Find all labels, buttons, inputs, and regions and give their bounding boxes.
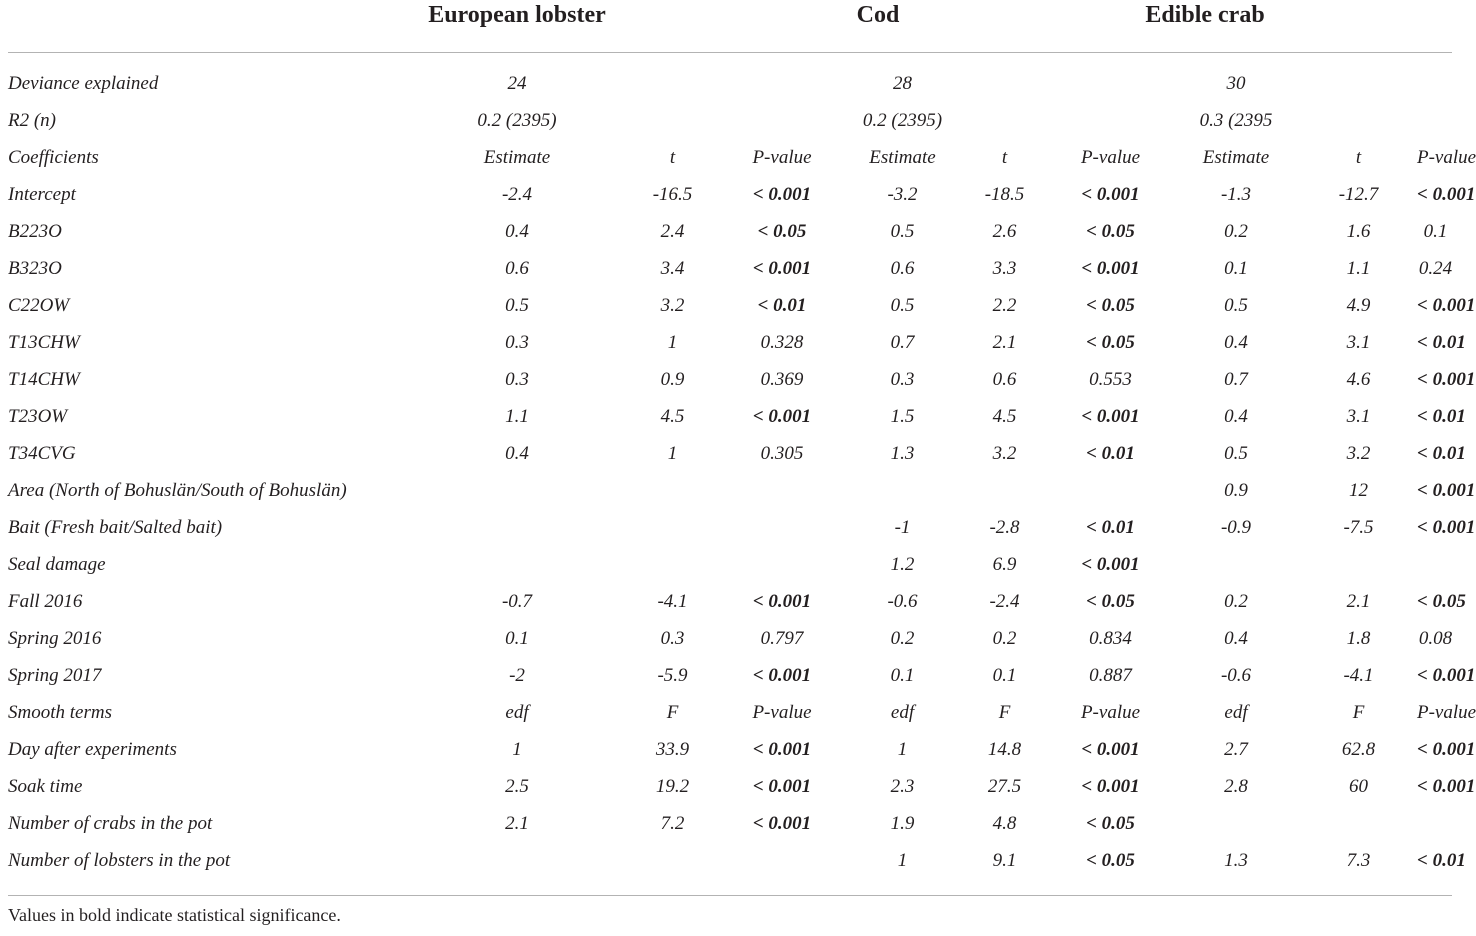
table-cell: 0.4: [505, 220, 529, 242]
table-cell: [719, 509, 845, 546]
table-cell: 0.553: [1089, 368, 1132, 390]
table-row: [8, 842, 1454, 879]
row-label: Spring 2016: [8, 627, 102, 649]
table-cell: < 0.001: [752, 664, 812, 686]
table-cell: < 0.001: [752, 405, 812, 427]
table-cell: [626, 842, 719, 879]
table-cell: 0.4: [505, 442, 529, 464]
table-cell: < 0.001: [1081, 405, 1140, 427]
table-cell: 14.8: [987, 738, 1022, 760]
table-cell: 0.4: [1224, 331, 1248, 353]
table-cell: 0.6: [505, 257, 529, 279]
table-cell: < 0.05: [1086, 812, 1135, 834]
table-row: [8, 287, 1454, 324]
table-cell: 1: [897, 849, 908, 871]
table-row: [8, 102, 1454, 139]
table-cell: < 0.01: [1417, 331, 1466, 353]
row-label: T34CVG: [8, 442, 76, 464]
table-cell: 0.7: [890, 331, 915, 353]
table-cell: 4.5: [660, 405, 685, 427]
table-cell: < 0.01: [1417, 849, 1466, 871]
row-label: T23OW: [8, 405, 68, 427]
table-cell: 27.5: [987, 775, 1022, 797]
table-cell: -7.5: [1343, 516, 1374, 538]
table-cell: 0.1: [505, 627, 529, 649]
table-cell: < 0.01: [1417, 405, 1466, 427]
table-cell: [960, 65, 1049, 102]
table-cell: 4.6: [1346, 368, 1371, 390]
table-cell: < 0.05: [1086, 590, 1135, 612]
table-cell: 24: [507, 72, 527, 94]
table-cell: < 0.001: [1417, 738, 1476, 760]
row-label: Deviance explained: [8, 72, 159, 94]
table-cell: 1: [897, 738, 908, 760]
table-row: [8, 620, 1454, 657]
table-cell: < 0.001: [752, 738, 812, 760]
table-cell: 0.1: [1224, 257, 1248, 279]
table-cell: 0.4: [1224, 405, 1248, 427]
table-cell: 0.2: [1224, 220, 1248, 242]
table-row: [8, 176, 1454, 213]
table-cell: 1: [512, 738, 522, 760]
table-cell: 0.3: [660, 627, 685, 649]
table-cell: 0.3 (2395: [1199, 109, 1273, 131]
table-cell: [1300, 102, 1417, 139]
table-cell: [1049, 472, 1172, 509]
table-cell: < 0.05: [1417, 590, 1466, 612]
table-cell: < 0.05: [1086, 331, 1135, 353]
table-row: [8, 398, 1454, 435]
table-cell: [1417, 546, 1454, 583]
table-row: [8, 694, 1454, 731]
table-cell: 0.887: [1089, 664, 1132, 686]
table-cell: 0.2: [1224, 590, 1248, 612]
table-cell: 7.3: [1346, 849, 1371, 871]
table-cell: 0.834: [1089, 627, 1132, 649]
table-cell: < 0.001: [752, 590, 812, 612]
table-cell: 19.2: [655, 775, 690, 797]
table-cell: < 0.001: [1417, 479, 1476, 501]
row-label: Soak time: [8, 775, 83, 797]
row-label: Bait (Fresh bait/Salted bait): [8, 516, 223, 538]
table-cell: < 0.001: [752, 775, 812, 797]
table-cell: Estimate: [1202, 146, 1270, 168]
table-cell: 0.6: [890, 257, 915, 279]
table-cell: P-value: [1080, 701, 1141, 723]
row-label: Number of lobsters in the pot: [8, 849, 231, 871]
row-label: Number of crabs in the pot: [8, 812, 213, 834]
table-cell: 0.328: [760, 331, 804, 353]
table-cell: < 0.001: [1417, 183, 1476, 205]
table-cell: 1.1: [1346, 257, 1371, 279]
table-cell: 0.1: [1423, 220, 1448, 242]
table-cell: -0.6: [1220, 664, 1252, 686]
table-cell: -2.4: [989, 590, 1020, 612]
table-cell: 28: [893, 72, 912, 94]
header-european-lobster: European lobster: [428, 2, 606, 28]
table-cell: < 0.001: [1081, 183, 1140, 205]
table-cell: F: [1352, 701, 1365, 723]
table-cell: [1417, 805, 1454, 842]
table-cell: [1049, 65, 1172, 102]
table-cell: 0.7: [1224, 368, 1248, 390]
table-cell: P-value: [752, 701, 812, 723]
table-cell: [719, 472, 845, 509]
table-cell: 2.1: [1346, 590, 1371, 612]
table-cell: P-value: [1417, 701, 1476, 723]
table-cell: 0.5: [505, 294, 529, 316]
table-cell: < 0.001: [1417, 368, 1476, 390]
table-cell: 1.5: [890, 405, 915, 427]
table-row: [8, 805, 1454, 842]
table-row: [8, 731, 1454, 768]
table-cell: 0.2: [890, 627, 915, 649]
table-cell: P-value: [1080, 146, 1141, 168]
table-cell: 3.2: [1346, 442, 1371, 464]
row-label: Smooth terms: [8, 701, 112, 723]
table-cell: -12.7: [1338, 183, 1379, 205]
table-cell: [626, 472, 719, 509]
table-cell: [719, 842, 845, 879]
table-cell: < 0.001: [1081, 775, 1140, 797]
table-cell: 0.1: [992, 664, 1017, 686]
table-cell: edf: [505, 701, 529, 723]
table-cell: [1300, 805, 1417, 842]
table-cell: 3.2: [660, 294, 685, 316]
table-cell: -1.3: [1220, 183, 1252, 205]
table-cell: 2.4: [660, 220, 685, 242]
table-cell: 1.9: [890, 812, 915, 834]
table-cell: [960, 102, 1049, 139]
table-cell: 6.9: [992, 553, 1017, 575]
table-row: [8, 250, 1454, 287]
table-cell: [626, 102, 719, 139]
table-cell: 0.4: [1224, 627, 1248, 649]
row-label: B223O: [8, 220, 62, 242]
table-cell: 0.3: [505, 331, 529, 353]
table-cell: -2: [509, 664, 525, 686]
table-cell: 33.9: [655, 738, 690, 760]
table-cell: 0.3: [505, 368, 529, 390]
table-cell: 0.9: [1224, 479, 1248, 501]
table-cell: 0.369: [760, 368, 804, 390]
table-footnote: Values in bold indicate statistical significance.: [8, 905, 341, 925]
row-label: T14CHW: [8, 368, 80, 390]
table-row: [8, 435, 1454, 472]
table-row: [8, 583, 1454, 620]
table-cell: [960, 472, 1049, 509]
table-cell: < 0.001: [1417, 664, 1476, 686]
table-cell: -0.6: [887, 590, 918, 612]
table-cell: 1.1: [505, 405, 529, 427]
table-cell: 0.5: [890, 294, 915, 316]
table-cell: t: [1001, 146, 1008, 168]
table-cell: 1.3: [1224, 849, 1248, 871]
table-row: [8, 472, 1454, 509]
table-cell: 1: [667, 331, 678, 353]
table-cell: 3.1: [1346, 331, 1371, 353]
table-cell: [719, 65, 845, 102]
table-cell: 1.3: [890, 442, 915, 464]
table-cell: 0.2 (2395): [477, 109, 557, 131]
table-cell: 2.5: [505, 775, 529, 797]
table-cell: < 0.05: [1086, 294, 1135, 316]
table-row: [8, 509, 1454, 546]
table-cell: 4.8: [992, 812, 1017, 834]
bottom-rule: [8, 895, 1452, 896]
table-cell: 4.5: [992, 405, 1017, 427]
table-cell: -16.5: [652, 183, 693, 205]
table-cell: [1049, 102, 1172, 139]
table-cell: 7.2: [660, 812, 685, 834]
table-cell: 4.9: [1346, 294, 1371, 316]
table-cell: 9.1: [992, 849, 1017, 871]
table-cell: [1172, 805, 1300, 842]
row-label: R2 (n): [8, 109, 57, 131]
table-cell: -5.9: [657, 664, 688, 686]
table-cell: P-value: [1417, 146, 1476, 168]
table-cell: 60: [1349, 775, 1368, 797]
table-cell: edf: [890, 701, 915, 723]
table-cell: [1417, 65, 1454, 102]
results-table: [8, 65, 1476, 879]
table-row: [8, 324, 1454, 361]
table-cell: 2.8: [1224, 775, 1248, 797]
row-label: B323O: [8, 257, 62, 279]
table-cell: 1.8: [1346, 627, 1371, 649]
table-cell: [1300, 65, 1417, 102]
table-cell: < 0.001: [1081, 738, 1140, 760]
table-cell: < 0.01: [1417, 442, 1466, 464]
table-cell: 2.7: [1224, 738, 1248, 760]
table-row: [8, 139, 1454, 176]
table-cell: 0.9: [660, 368, 685, 390]
row-label: T13CHW: [8, 331, 80, 353]
table-cell: 0.1: [890, 664, 915, 686]
table-cell: < 0.001: [752, 257, 812, 279]
table-cell: -2.8: [989, 516, 1020, 538]
table-cell: -4.1: [1343, 664, 1374, 686]
table-cell: [626, 509, 719, 546]
table-cell: -3.2: [887, 183, 918, 205]
table-cell: [719, 102, 845, 139]
table-cell: -0.9: [1220, 516, 1252, 538]
table-row: [8, 768, 1454, 805]
table-cell: [408, 509, 626, 546]
table-cell: < 0.001: [752, 183, 812, 205]
table-cell: -1: [894, 516, 911, 538]
table-cell: < 0.05: [757, 220, 807, 242]
table-row: [8, 657, 1454, 694]
table-cell: 2.6: [992, 220, 1017, 242]
table-cell: 0.5: [1224, 294, 1248, 316]
table-cell: < 0.001: [1081, 257, 1140, 279]
table-cell: 0.6: [992, 368, 1017, 390]
table-cell: 0.305: [760, 442, 804, 464]
table-cell: 0.5: [890, 220, 915, 242]
table-row: [8, 213, 1454, 250]
table-cell: 12: [1349, 479, 1368, 501]
table-cell: 1.6: [1346, 220, 1371, 242]
table-cell: -4.1: [657, 590, 688, 612]
table-cell: < 0.001: [752, 812, 812, 834]
table-cell: 2.3: [890, 775, 915, 797]
table-cell: [719, 546, 845, 583]
table-cell: [626, 546, 719, 583]
table-cell: [408, 472, 626, 509]
table-cell: 3.3: [992, 257, 1017, 279]
table-cell: Estimate: [483, 146, 551, 168]
table-cell: 0.08: [1418, 627, 1453, 649]
table-cell: t: [669, 146, 676, 168]
table-cell: 3.4: [660, 257, 685, 279]
table-cell: 0.5: [1224, 442, 1248, 464]
header-cod: Cod: [856, 2, 900, 28]
row-label: Spring 2017: [8, 664, 102, 686]
row-label: Day after experiments: [8, 738, 177, 760]
table-cell: 2.1: [505, 812, 529, 834]
table-cell: 62.8: [1341, 738, 1376, 760]
table-cell: F: [998, 701, 1011, 723]
table-cell: 0.3: [890, 368, 915, 390]
table-cell: 2.2: [992, 294, 1017, 316]
table-cell: [1417, 102, 1454, 139]
table-cell: 0.797: [760, 627, 804, 649]
table-row: [8, 65, 1454, 102]
table-cell: [845, 472, 960, 509]
table-cell: < 0.05: [1086, 220, 1135, 242]
table-cell: -0.7: [501, 590, 533, 612]
table-cell: [1300, 546, 1417, 583]
table-cell: t: [1355, 146, 1362, 168]
header-edible-crab: Edible crab: [1145, 2, 1265, 28]
table-cell: [408, 546, 626, 583]
table-cell: < 0.001: [1417, 775, 1476, 797]
table-cell: 1.2: [890, 553, 915, 575]
table-cell: 0.24: [1418, 257, 1453, 279]
table-cell: F: [666, 701, 679, 723]
row-label: Seal damage: [8, 553, 106, 575]
table-cell: < 0.05: [1086, 849, 1135, 871]
top-rule: [8, 52, 1452, 53]
table-cell: < 0.001: [1417, 294, 1476, 316]
row-label: Coefficients: [8, 146, 99, 168]
table-cell: 0.2: [992, 627, 1017, 649]
row-label: Area (North of Bohuslän/South of Bohuslän): [8, 479, 347, 501]
table-row: [8, 361, 1454, 398]
table-cell: 1: [667, 442, 678, 464]
row-label: C22OW: [8, 294, 70, 316]
table-cell: < 0.01: [1086, 516, 1135, 538]
table-cell: [1172, 546, 1300, 583]
table-cell: P-value: [752, 146, 812, 168]
table-cell: < 0.01: [757, 294, 807, 316]
table-cell: Estimate: [869, 146, 936, 168]
table-cell: < 0.01: [1086, 442, 1135, 464]
row-label: Fall 2016: [8, 590, 83, 612]
table-cell: -2.4: [501, 183, 533, 205]
table-row: [8, 546, 1454, 583]
table-cell: edf: [1224, 701, 1248, 723]
row-label: Intercept: [8, 183, 76, 205]
table-cell: -18.5: [984, 183, 1025, 205]
table-cell: 2.1: [992, 331, 1017, 353]
table-cell: 0.2 (2395): [862, 109, 943, 131]
table-cell: [408, 842, 626, 879]
table-cell: [626, 65, 719, 102]
table-cell: < 0.001: [1081, 553, 1140, 575]
table-cell: 3.2: [992, 442, 1017, 464]
table-cell: 3.1: [1346, 405, 1371, 427]
table-cell: < 0.001: [1417, 516, 1476, 538]
table-cell: 30: [1226, 72, 1246, 94]
